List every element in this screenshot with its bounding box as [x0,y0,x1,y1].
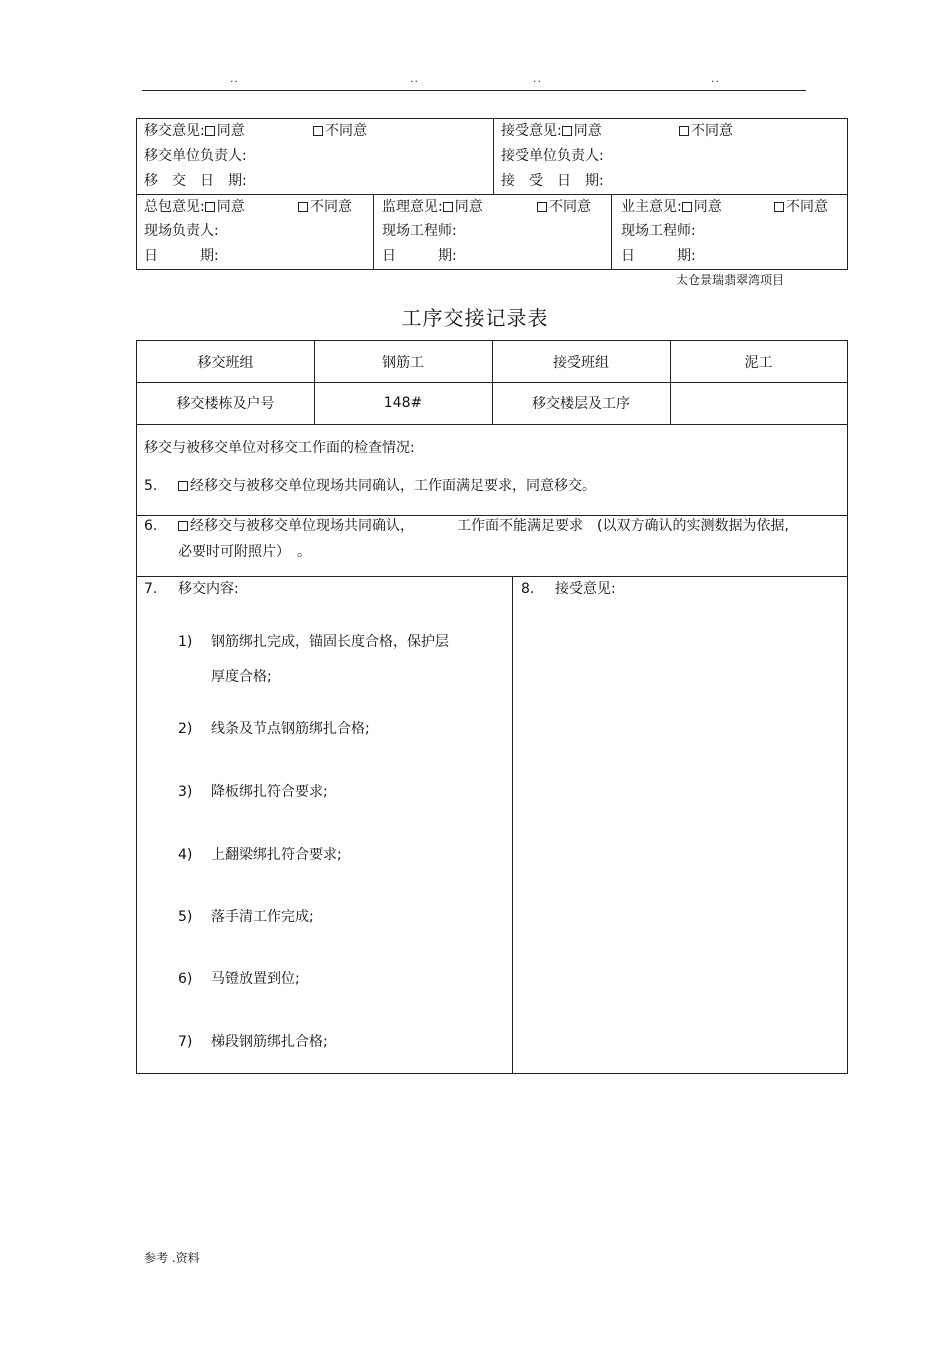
gc-date: 日 期: [144,248,219,264]
gc-agree-checkbox[interactable] [205,202,215,212]
item8-number: 8. [521,581,535,597]
owner-disagree-checkbox[interactable] [774,202,784,212]
receive-team-value: 泥工 [744,354,773,371]
handover-unit-lead: 移交单位负责人: [144,148,247,164]
receive-agree-checkbox[interactable] [562,126,572,136]
floor-label: 移交楼层及工序 [532,396,630,412]
item5-checkbox[interactable] [178,481,188,491]
header-dots-4: .. [711,72,720,85]
project-name: 太仓景瑞翡翠湾项目 [676,273,785,287]
supervisor-opinion: 监理意见: 同意 [382,199,483,215]
content-item-num: 6) [178,971,193,987]
gc-disagree: 不同意 [298,198,352,216]
footer-note: 参考 .资料 [144,1251,200,1265]
content-item-text: 上翻梁绑扎符合要求; [211,847,342,863]
content-item-text: 线条及节点钢筋绑扎合格; [211,721,370,737]
receive-disagree: 不同意 [679,122,733,140]
header-rule [142,90,806,91]
floor-value [670,382,847,424]
supervisor-disagree-checkbox[interactable] [537,202,547,212]
content-item-text: 钢筋绑扎完成，锚固长度合格，保护层 [211,634,449,650]
content-item-text: 马镫放置到位; [211,971,300,987]
gc-disagree-checkbox[interactable] [298,202,308,212]
receive-date: 接 受 日 期: [501,173,604,189]
item5-number: 5. [144,478,158,494]
owner-date: 日 期: [621,248,696,264]
handover-disagree: 不同意 [313,122,367,140]
handover-date: 移 交 日 期: [144,173,247,189]
gc-opinion: 总包意见: 同意 [144,199,245,215]
content-item-num: 4) [178,847,193,863]
content-item-text: 落手清工作完成; [211,909,314,925]
page-title: 工序交接记录表 [401,306,549,330]
header-dots-2: .. [410,72,419,85]
handover-disagree-checkbox[interactable] [313,126,323,136]
building-value: 148# [383,395,423,411]
owner-engineer: 现场工程师: [621,223,696,239]
owner-disagree: 不同意 [774,198,828,216]
content-item-num: 5) [178,909,193,925]
content-item-num: 1) [178,634,193,650]
handover-agree-checkbox[interactable] [205,126,215,136]
item6-line2: 必要时可附照片） 。 [178,544,311,560]
item6-checkbox[interactable] [178,521,188,531]
content-item-num: 3) [178,784,193,800]
owner-opinion: 业主意见: 同意 [621,199,722,215]
receive-unit-lead: 接受单位负责人: [501,148,604,164]
receive-disagree-checkbox[interactable] [679,126,689,136]
receive-opinion: 接受意见: 同意 [501,123,602,139]
content-item-text: 降板绑扎符合要求; [211,784,328,800]
owner-agree-checkbox[interactable] [682,202,692,212]
content-item-num: 7) [178,1034,193,1050]
handover-opinion: 移交意见: 同意 [144,123,245,139]
header-dots-3: .. [533,72,542,85]
content-item-text: 梯段钢筋绑扎合格; [211,1034,328,1050]
receive-team-label: 接受班组 [553,354,609,371]
handover-team-value: 钢筋工 [382,354,424,371]
item5: 经移交与被移交单位现场共同确认，工作面满足要求，同意移交。 [178,477,596,495]
item6-line1: 经移交与被移交单位现场共同确认， [178,517,414,535]
supervisor-agree-checkbox[interactable] [443,202,453,212]
supervisor-disagree: 不同意 [537,198,591,216]
handover-team-label: 移交班组 [197,354,254,371]
inspection-heading: 移交与被移交单位对移交工作面的检查情况: [144,440,415,456]
supervisor-engineer: 现场工程师: [382,223,457,239]
approval-form [136,118,848,270]
site-lead: 现场负责人: [144,223,219,239]
item6-line1b: 工作面不能满足要求 (以双方确认的实测数据为依据, [457,518,789,534]
header-dots-1: .. [230,72,239,85]
item7-label: 移交内容: [178,581,239,597]
item7-number: 7. [144,581,158,597]
content-item-text-cont: 厚度合格; [211,669,272,685]
item8-label: 接受意见: [555,581,616,597]
item6-number: 6. [144,518,158,534]
supervisor-date: 日 期: [382,248,457,264]
content-item-num: 2) [178,721,193,737]
building-label: 移交楼栋及户号 [176,396,275,412]
handover-table [136,340,848,1074]
